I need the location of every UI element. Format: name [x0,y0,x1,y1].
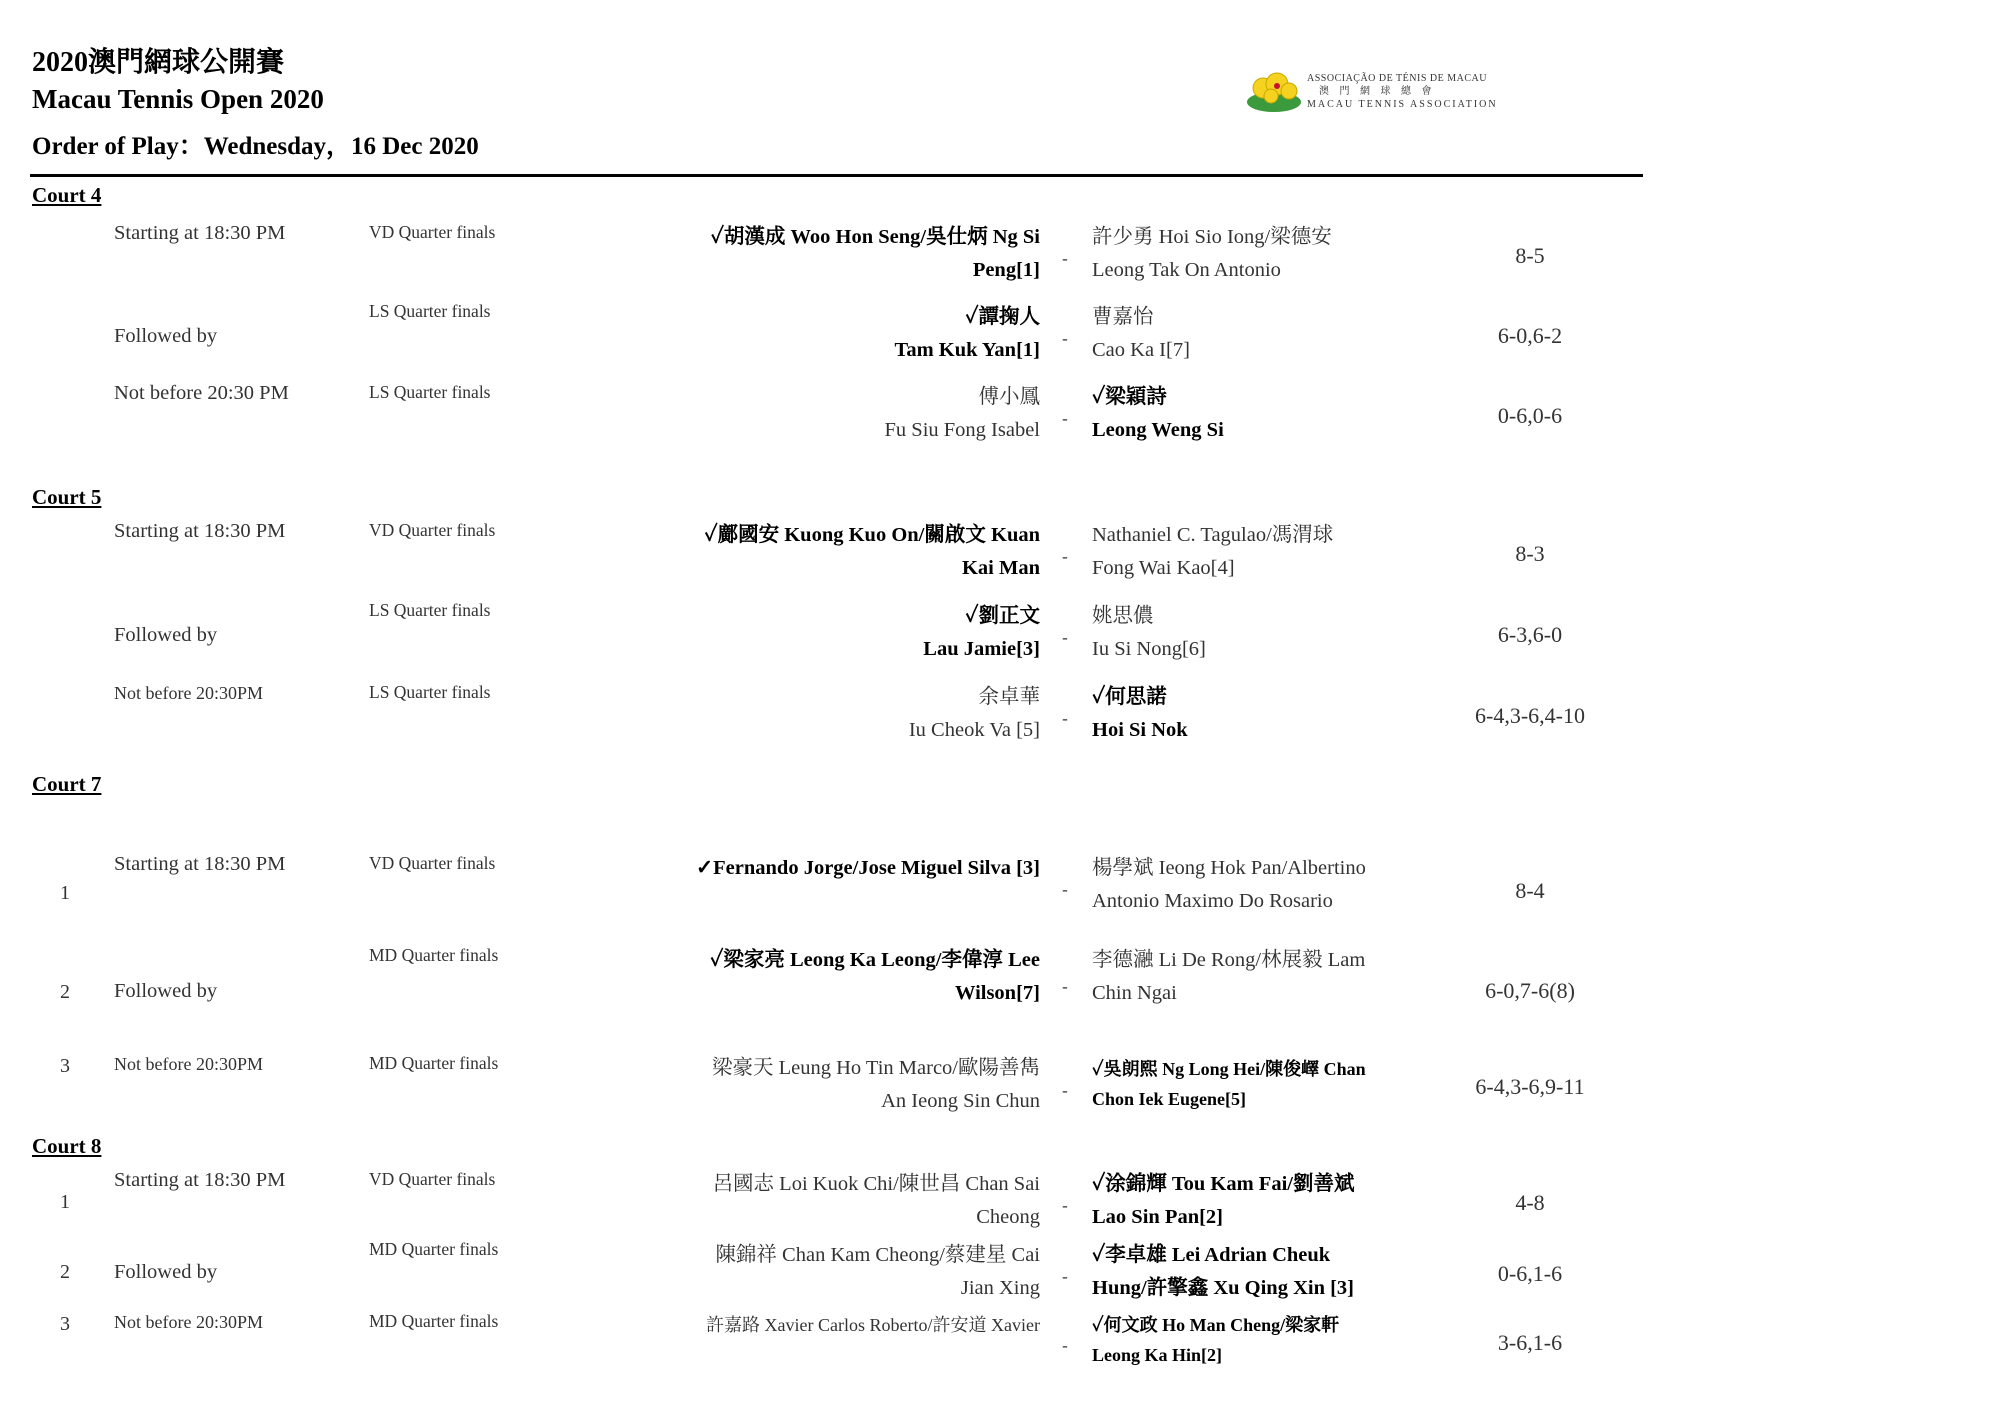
team-1 [620,681,1040,747]
round-label: MD Quarter finals [369,1311,499,1331]
player-line: Cheong [976,1206,1040,1228]
player-line: 傅小鳳 [978,386,1040,408]
match-number: 3 [60,1055,70,1077]
round-label: MD Quarter finals [369,1053,499,1073]
title-english: Macau Tennis Open 2020 [32,84,324,114]
player-line: Fong Wai Kao[4] [1092,557,1235,579]
team-1-winner [620,301,1040,367]
header-divider [30,174,1643,177]
player-line: Wilson[7] [954,982,1040,1004]
team-1-winner [620,944,1040,1010]
player-line: ✓何文政 Ho Man Cheng/梁家軒 [1092,1315,1340,1335]
player-line: 陳錦祥 Chan Kam Cheong/蔡建星 Cai [715,1244,1040,1266]
versus-dash: - [1062,1336,1068,1355]
start-time: Starting at 18:30 PM [114,222,286,244]
player-line: 許少勇 Hoi Sio Iong/梁德安 [1092,226,1332,248]
tennis-ball-logo-icon [1245,68,1303,114]
player-line: ✓吳朗熙 Ng Long Hei/陳俊嶧 Chan [1092,1059,1366,1079]
player-line: 姚思儂 [1092,605,1154,627]
player-line: 余卓華 [978,686,1040,708]
player-line: Cao Ka I[7] [1092,339,1190,361]
player-line: Leong Ka Hin[2] [1092,1345,1223,1365]
court-heading: Court 8 [32,1134,102,1158]
title-chinese: 2020澳門網球公開賽 [32,47,285,78]
team-2-winner [1092,1168,1452,1234]
start-time: Not before 20:30PM [114,683,263,703]
player-line: Jian Xing [960,1277,1040,1299]
player-line: An Ieong Sin Chun [881,1090,1040,1112]
versus-dash: - [1062,709,1068,728]
team-1 [620,1168,1040,1234]
match-score: 0-6,0-6 [1497,403,1563,428]
player-line: Iu Si Nong[6] [1092,638,1206,660]
player-line: Fu Siu Fong Isabel [884,419,1040,441]
player-line: 梁豪天 Leung Ho Tin Marco/歐陽善雋 [712,1057,1040,1079]
player-line: Chin Ngai [1092,982,1177,1004]
versus-dash: - [1062,249,1068,268]
player-line: Tam Kuk Yan[1] [894,339,1040,361]
association-logo [1245,68,1515,116]
match-number: 1 [60,1191,70,1213]
match-score: 6-3,6-0 [1497,622,1563,647]
player-line: Hung/許擎鑫 Xu Qing Xin [3] [1092,1277,1354,1299]
player-line: Leong Tak On Antonio [1092,259,1281,281]
start-time: Starting at 18:30 PM [114,1169,286,1191]
round-label: LS Quarter finals [369,682,491,702]
player-line: 呂國志 Loi Kuok Chi/陳世昌 Chan Sai [712,1173,1040,1195]
versus-dash: - [1062,1196,1068,1215]
player-line: ✓涂錦輝 Tou Kam Fai/劉善斌 [1092,1173,1355,1195]
player-line: ✓胡漢成 Woo Hon Seng/吳仕炳 Ng Si [710,226,1040,248]
player-line: 楊學斌 Ieong Hok Pan/Albertino [1092,857,1366,879]
match-number: 1 [60,882,70,904]
player-line: Hoi Si Nok [1092,719,1188,741]
player-line: Iu Cheok Va [5] [908,719,1040,741]
round-label: LS Quarter finals [369,382,491,402]
start-time: Followed by [114,1261,218,1283]
start-time: Followed by [114,325,218,347]
team-2 [1092,852,1452,918]
start-time: Starting at 18:30 PM [114,520,286,542]
versus-dash: - [1062,880,1068,899]
start-time: Followed by [114,624,218,646]
court-heading: Court 4 [32,183,102,207]
start-time: Starting at 18:30 PM [114,853,286,875]
round-label: VD Quarter finals [369,853,496,873]
player-line: ✓劉正文 [965,605,1040,627]
team-1 [620,1052,1040,1118]
team-1 [620,1310,1040,1340]
match-score: 6-4,3-6,4-10 [1475,703,1585,728]
player-line: 李德瀜 Li De Rong/林展毅 Lam [1092,949,1366,971]
round-label: LS Quarter finals [369,301,491,321]
match-score: 3-6,1-6 [1497,1330,1563,1355]
team-2 [1092,519,1452,585]
round-label: MD Quarter finals [369,945,499,965]
round-label: VD Quarter finals [369,222,496,242]
player-line: Nathaniel C. Tagulao/馮渭球 [1092,524,1334,546]
match-score: 6-4,3-6,9-11 [1475,1074,1585,1099]
match-score: 6-0,7-6(8) [1485,978,1575,1003]
match-score: 8-5 [1515,243,1545,268]
versus-dash: - [1062,977,1068,996]
player-line: Chon Iek Eugene[5] [1092,1089,1247,1109]
versus-dash: - [1062,1267,1068,1286]
start-time: Not before 20:30PM [114,1054,263,1074]
player-line: Kai Man [961,557,1040,579]
team-2 [1092,600,1452,666]
team-2-winner [1092,1239,1452,1305]
match-score: 6-0,6-2 [1497,323,1563,348]
logo-text-chinese: 澳 門 網 球 總 會 [1319,86,1436,97]
round-label: VD Quarter finals [369,520,496,540]
player-line: ✓梁穎詩 [1092,386,1167,408]
match-score: 8-4 [1515,878,1545,903]
team-1-winner [620,519,1040,585]
player-line: ✓譚掬人 [965,306,1040,328]
player-line: ✓梁家亮 Leong Ka Leong/李偉淳 Lee [710,949,1040,971]
match-score: 0-6,1-6 [1497,1261,1563,1286]
match-number: 2 [60,981,70,1003]
round-label: LS Quarter finals [369,600,491,620]
player-line: Antonio Maximo Do Rosario [1092,890,1333,912]
team-2-winner [1092,681,1452,747]
team-1-winner [620,600,1040,666]
start-time: Followed by [114,980,218,1002]
player-line: ✓鄺國安 Kuong Kuo On/關啟文 Kuan [704,524,1040,546]
versus-dash: - [1062,628,1068,647]
player-line: Lau Jamie[3] [923,638,1040,660]
match-score: 4-8 [1515,1190,1545,1215]
team-2 [1092,221,1452,287]
court-heading: Court 5 [32,485,102,509]
versus-dash: - [1062,547,1068,566]
team-2-winner [1092,1054,1452,1114]
versus-dash: - [1062,329,1068,348]
team-2-winner [1092,381,1452,447]
team-1-winner [620,852,1040,885]
player-line: ✓李卓雄 Lei Adrian Cheuk [1092,1244,1331,1266]
versus-dash: - [1062,1081,1068,1100]
logo-text-english: MACAU TENNIS ASSOCIATION [1307,99,1498,110]
player-line: ✓Fernando Jorge/Jose Miguel Silva [3] [695,857,1040,879]
team-1-winner [620,221,1040,287]
match-number: 3 [60,1313,70,1335]
start-time: Not before 20:30 PM [114,382,289,404]
player-line: 曹嘉怡 [1092,306,1154,328]
order-of-play-date: Order of Play：Wednesday，16 Dec 2020 [32,133,479,160]
court-heading: Court 7 [32,772,102,796]
team-2 [1092,301,1452,367]
round-label: MD Quarter finals [369,1239,499,1259]
player-line: Peng[1] [972,259,1040,281]
player-line: 許嘉路 Xavier Carlos Roberto/許安道 Xavier [706,1315,1040,1335]
versus-dash: - [1062,409,1068,428]
match-number: 2 [60,1261,70,1283]
team-1 [620,381,1040,447]
round-label: VD Quarter finals [369,1169,496,1189]
team-1 [620,1239,1040,1305]
team-2 [1092,944,1452,1010]
player-line: ✓何思諾 [1092,686,1167,708]
player-line: Lao Sin Pan[2] [1092,1206,1223,1228]
match-score: 8-3 [1515,541,1545,566]
team-2-winner [1092,1310,1452,1370]
logo-text-portuguese: ASSOCIAÇÃO DE TÉNIS DE MACAU [1307,73,1487,84]
start-time: Not before 20:30PM [114,1312,263,1332]
player-line: Leong Weng Si [1092,419,1224,441]
